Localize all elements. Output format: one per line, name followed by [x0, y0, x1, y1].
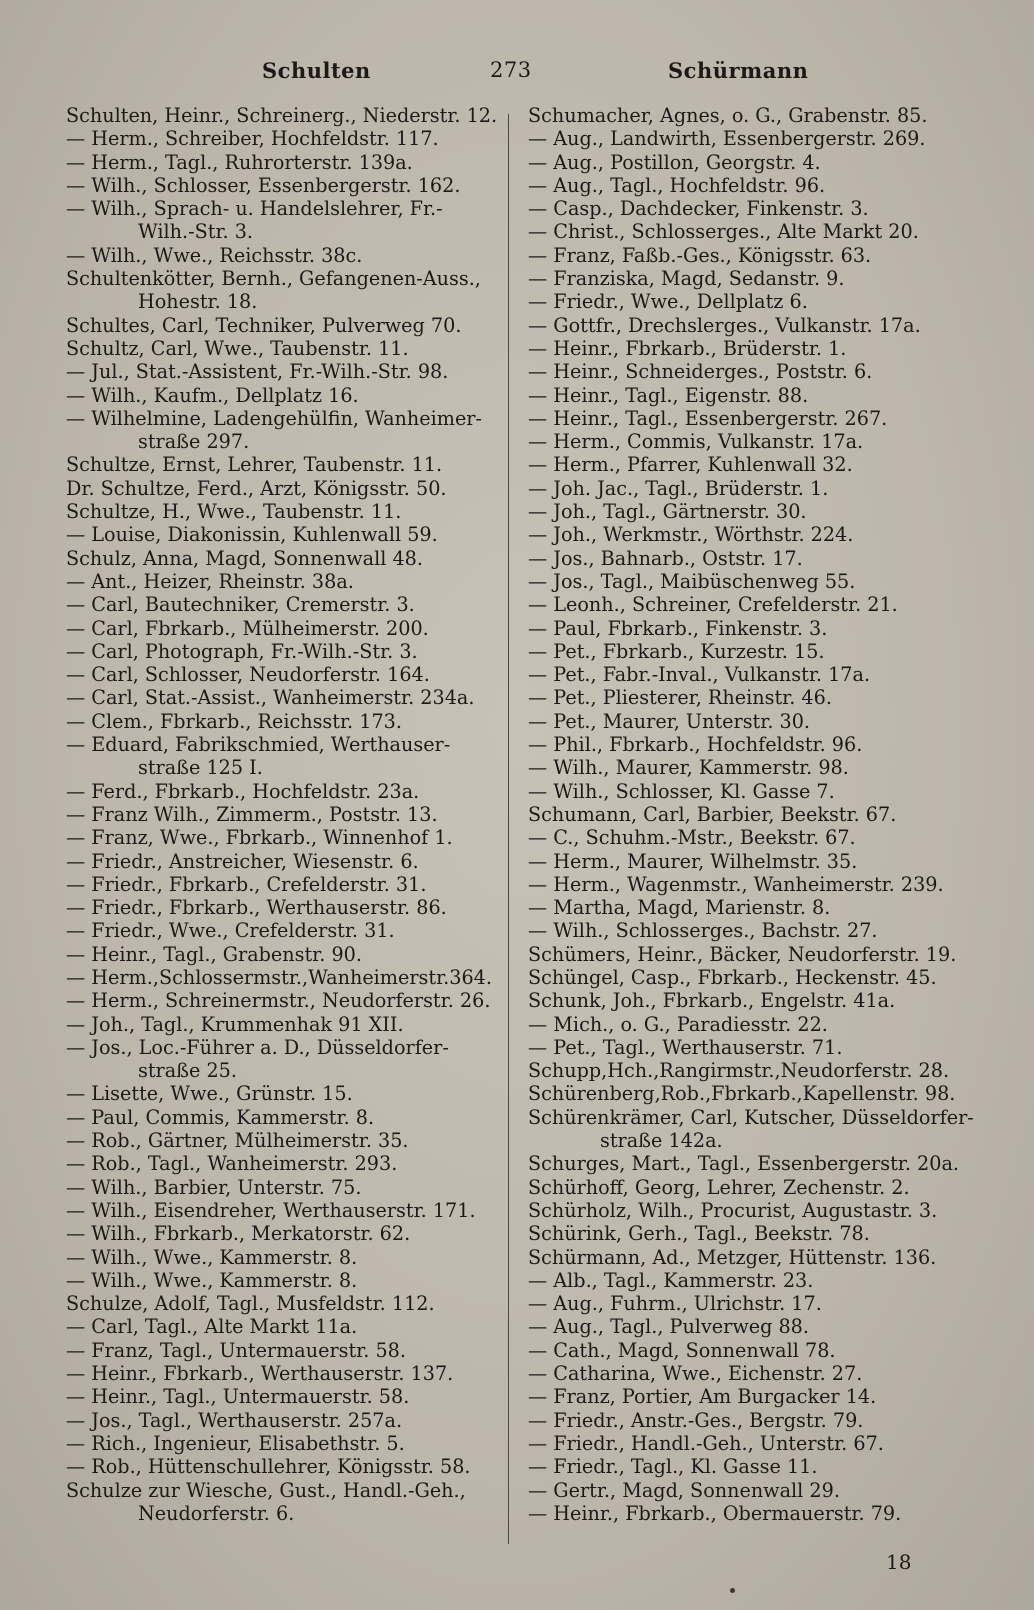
entry-text: — Gottfr., Drechslerges., Vulkanstr. 17a. [528, 313, 921, 337]
directory-entry [528, 803, 974, 826]
directory-entry [66, 896, 500, 919]
entry-continuation: Wilh.-Str. 3. [138, 220, 254, 244]
directory-entry [528, 1222, 974, 1245]
directory-entry [528, 617, 974, 640]
entry-text: Schultze, Ernst, Lehrer, Taubenstr. 11. [66, 453, 443, 477]
entry-text: Schultz, Carl, Wwe., Taubenstr. 11. [66, 336, 409, 360]
directory-entry [528, 500, 974, 523]
directory-entry [66, 617, 500, 640]
entry-text: — Pet., Tagl., Werthauserstr. 71. [528, 1035, 843, 1059]
entry-text: — Friedr., Anstreicher, Wiesenstr. 6. [66, 849, 419, 873]
entry-text: — Heinr., Tagl., Eigenstr. 88. [528, 383, 809, 407]
entry-text: — Carl, Fbrkarb., Mülheimerstr. 200. [66, 616, 429, 640]
entry-text: — Cath., Magd, Sonnenwall 78. [528, 1338, 836, 1362]
directory-entry [66, 1013, 500, 1036]
directory-entry [66, 453, 500, 476]
directory-entry [528, 337, 974, 360]
directory-entry [528, 477, 974, 500]
directory-entry [66, 547, 500, 570]
entry-text: — Franz, Tagl., Untermauerstr. 58. [66, 1338, 406, 1362]
directory-entry [66, 1176, 500, 1199]
entry-text: Schulz, Anna, Magd, Sonnenwall 48. [66, 546, 423, 570]
directory-entry [528, 174, 974, 197]
directory-entry [528, 1432, 974, 1455]
entry-text: — Joh., Werkmstr., Wörthstr. 224. [528, 523, 854, 547]
entry-text: — Wilh., Maurer, Kammerstr. 98. [528, 756, 849, 780]
entry-text: Schürhoff, Georg, Lehrer, Zechenstr. 2. [528, 1175, 910, 1199]
directory-entry [66, 710, 500, 733]
entry-text: — Wilh., Fbrkarb., Merkatorstr. 62. [66, 1222, 411, 1246]
entry-text: — Rob., Hüttenschullehrer, Königsstr. 58. [66, 1455, 471, 1479]
entry-text: — Franz, Wwe., Fbrkarb., Winnenhof 1. [66, 826, 453, 850]
entry-text: — Clem., Fbrkarb., Reichsstr. 173. [66, 709, 402, 733]
directory-entry [66, 197, 500, 244]
directory-entry [528, 430, 974, 453]
entry-text: — Wilh., Wwe., Kammerstr. 8. [66, 1245, 358, 1269]
directory-entry [66, 1479, 500, 1526]
directory-entry [66, 1432, 500, 1455]
directory-entry [528, 1339, 974, 1362]
entry-text: — Wilh., Schlosser, Essenbergerstr. 162. [66, 173, 461, 197]
entry-text: — Heinr., Fbrkarb., Obermauerstr. 79. [528, 1501, 902, 1525]
directory-entry [66, 850, 500, 873]
entry-text: — Pet., Fabr.-Inval., Vulkanstr. 17a. [528, 663, 871, 687]
directory-entry [528, 1152, 974, 1175]
directory-entry [66, 1082, 500, 1105]
entry-text: — Franz, Faßb.-Ges., Königsstr. 63. [528, 243, 872, 267]
entry-text: — Franz Wilh., Zimmerm., Poststr. 13. [66, 802, 438, 826]
directory-entry [66, 1199, 500, 1222]
entry-text: Schurges, Mart., Tagl., Essenbergerstr. 20a. [528, 1152, 959, 1176]
entry-text: — Aug., Tagl., Hochfeldstr. 96. [528, 173, 826, 197]
directory-entry [528, 919, 974, 942]
directory-entry [66, 1362, 500, 1385]
entry-text: — Jul., Stat.-Assistent, Fr.-Wilh.-Str. 98. [66, 360, 449, 384]
directory-entry [528, 453, 974, 476]
entry-continuation: straße 25. [138, 1059, 237, 1083]
entry-text: — Herm.,Schlossermstr.,Wanheimerstr.364. [66, 965, 492, 989]
entry-text: — Christ., Schlosserges., Alte Markt 20. [528, 220, 919, 244]
entry-text: — Catharina, Wwe., Eichenstr. 27. [528, 1362, 863, 1386]
entry-text: — Martha, Magd, Marienstr. 8. [528, 896, 831, 920]
entry-text: Schürink, Gerh., Tagl., Beekstr. 78. [528, 1222, 870, 1246]
entry-text: — Aug., Postillon, Georgstr. 4. [528, 150, 821, 174]
entry-text: — Herm., Commis, Vulkanstr. 17a. [528, 430, 864, 454]
directory-entry [528, 1013, 974, 1036]
entry-text: — Franz, Portier, Am Burgacker 14. [528, 1385, 877, 1409]
entry-text: — Ant., Heizer, Rheinstr. 38a. [66, 569, 354, 593]
directory-entry [66, 384, 500, 407]
directory-entry [528, 244, 974, 267]
directory-entry [528, 1199, 974, 1222]
entry-text: Schürenkrämer, Carl, Kutscher, Düsseldorfer- [528, 1105, 974, 1129]
entry-text: — Herm., Schreiber, Hochfeldstr. 117. [66, 127, 439, 151]
directory-entry [66, 1269, 500, 1292]
entry-text: Schürmann, Ad., Metzger, Hüttenstr. 136. [528, 1245, 937, 1269]
entry-text: Schultenkötter, Bernh., Gefangenen-Auss., [66, 267, 481, 291]
directory-entry [528, 686, 974, 709]
entry-continuation: straße 297. [138, 430, 250, 454]
directory-entry [66, 989, 500, 1012]
entry-text: — Wilh., Schlosserges., Bachstr. 27. [528, 919, 878, 943]
directory-entry [66, 151, 500, 174]
directory-entry [528, 384, 974, 407]
entry-text: — Friedr., Wwe., Dellplatz 6. [528, 290, 808, 314]
directory-entry [66, 826, 500, 849]
entry-text: — Paul, Fbrkarb., Finkenstr. 3. [528, 616, 828, 640]
directory-entry [528, 267, 974, 290]
directory-entry [528, 220, 974, 243]
entry-text: — Herm., Pfarrer, Kuhlenwall 32. [528, 453, 853, 477]
entry-text: — Casp., Dachdecker, Finkenstr. 3. [528, 197, 869, 221]
left-column [66, 104, 500, 1525]
entry-text: — Rob., Gärtner, Mülheimerstr. 35. [66, 1129, 409, 1153]
entry-text: Schüngel, Casp., Fbrkarb., Heckenstr. 45. [528, 965, 937, 989]
entry-text: — Pet., Pliesterer, Rheinstr. 46. [528, 686, 832, 710]
directory-entry [528, 1385, 974, 1408]
entry-text: — Aug., Tagl., Pulverweg 88. [528, 1315, 809, 1339]
entry-text: — Joh., Tagl., Krummenhak 91 XII. [66, 1012, 404, 1036]
directory-entry [528, 966, 974, 989]
entry-text: — Wilh., Wwe., Kammerstr. 8. [66, 1268, 358, 1292]
directory-entry [528, 360, 974, 383]
entry-text: Schürenberg,Rob.,Fbrkarb.,Kapellenstr. 98. [528, 1082, 956, 1106]
entry-text: — Carl, Schlosser, Neudorferstr. 164. [66, 663, 430, 687]
directory-entry [528, 593, 974, 616]
entry-text: Schumann, Carl, Barbier, Beekstr. 67. [528, 802, 897, 826]
signature-mark: 18 [886, 1550, 912, 1574]
directory-entry [528, 407, 974, 430]
directory-entry [66, 1222, 500, 1245]
directory-entry [528, 873, 974, 896]
entry-text: — Aug., Fuhrm., Ulrichstr. 17. [528, 1292, 822, 1316]
entry-text: — Friedr., Wwe., Crefelderstr. 31. [66, 919, 395, 943]
entry-text: — Joh. Jac., Tagl., Brüderstr. 1. [528, 476, 829, 500]
entry-text: — Wilh., Kaufm., Dellplatz 16. [66, 383, 359, 407]
entry-text: — Friedr., Handl.-Geh., Unterstr. 67. [528, 1431, 884, 1455]
directory-entry [66, 1292, 500, 1315]
directory-entry [66, 1409, 500, 1432]
entry-continuation: Neudorferstr. 6. [138, 1501, 295, 1525]
entry-text: — Rob., Tagl., Wanheimerstr. 293. [66, 1152, 398, 1176]
directory-entry [66, 1246, 500, 1269]
directory-entry [528, 943, 974, 966]
directory-entry [66, 477, 500, 500]
entry-text: — Jos., Loc.-Führer a. D., Düsseldorfer- [66, 1035, 449, 1059]
directory-entry [528, 826, 974, 849]
entry-text: — Louise, Diakonissin, Kuhlenwall 59. [66, 523, 438, 547]
column-divider [508, 114, 509, 1544]
directory-entry [528, 1269, 974, 1292]
directory-entry [528, 1479, 974, 1502]
directory-entry [66, 244, 500, 267]
directory-entry [66, 314, 500, 337]
print-dot [730, 1588, 735, 1593]
directory-entry [66, 733, 500, 780]
directory-entry [528, 733, 974, 756]
directory-entry [66, 919, 500, 942]
entry-text: — Leonh., Schreiner, Crefelderstr. 21. [528, 593, 898, 617]
right-column [528, 104, 974, 1525]
entry-text: — C., Schuhm.-Mstr., Beekstr. 67. [528, 826, 856, 850]
directory-entry [528, 1176, 974, 1199]
entry-text: — Wilh., Sprach- u. Handelslehrer, Fr.- [66, 197, 443, 221]
directory-entry [528, 710, 974, 733]
entry-text: — Rich., Ingenieur, Elisabethstr. 5. [66, 1431, 405, 1455]
directory-entry [66, 523, 500, 546]
entry-text: — Herm., Wagenmstr., Wanheimerstr. 239. [528, 872, 944, 896]
directory-entry [66, 943, 500, 966]
directory-entry [66, 104, 500, 127]
entry-text: Schümers, Heinr., Bäcker, Neudorferstr. 19. [528, 942, 957, 966]
entry-text: — Pet., Fbrkarb., Kurzestr. 15. [528, 639, 825, 663]
entry-text: — Joh., Tagl., Gärtnerstr. 30. [528, 500, 807, 524]
directory-entry [528, 896, 974, 919]
entry-text: — Jos., Bahnarb., Oststr. 17. [528, 546, 803, 570]
entry-text: Schultes, Carl, Techniker, Pulverweg 70. [66, 313, 462, 337]
directory-entry [528, 663, 974, 686]
directory-entry [528, 1246, 974, 1269]
directory-entry [528, 756, 974, 779]
directory-entry [528, 1106, 974, 1153]
entry-text: — Friedr., Fbrkarb., Crefelderstr. 31. [66, 872, 427, 896]
entry-text: — Heinr., Schneiderges., Poststr. 6. [528, 360, 873, 384]
entry-text: — Jos., Tagl., Maibüschenweg 55. [528, 569, 856, 593]
entry-text: — Heinr., Fbrkarb., Brüderstr. 1. [528, 336, 847, 360]
entry-text: — Aug., Landwirth, Essenbergerstr. 269. [528, 127, 926, 151]
entry-text: — Wilh., Schlosser, Kl. Gasse 7. [528, 779, 835, 803]
directory-entry [528, 1362, 974, 1385]
entry-text: — Carl, Tagl., Alte Markt 11a. [66, 1315, 358, 1339]
directory-entry [66, 1455, 500, 1478]
directory-entry [528, 1082, 974, 1105]
directory-entry [66, 127, 500, 150]
entry-text: — Friedr., Anstr.-Ges., Bergstr. 79. [528, 1408, 864, 1432]
directory-entry [66, 407, 500, 454]
directory-entry [528, 780, 974, 803]
directory-entry [528, 523, 974, 546]
entry-text: — Alb., Tagl., Kammerstr. 23. [528, 1268, 814, 1292]
directory-entry [528, 1059, 974, 1082]
running-head-left: Schulten [262, 58, 371, 83]
entry-continuation: straße 142a. [600, 1129, 723, 1153]
directory-entry [528, 127, 974, 150]
directory-entry [66, 500, 500, 523]
directory-entry [528, 570, 974, 593]
directory-entry [528, 1502, 974, 1525]
entry-text: — Heinr., Fbrkarb., Werthauserstr. 137. [66, 1362, 454, 1386]
entry-text: Schumacher, Agnes, o. G., Grabenstr. 85. [528, 104, 928, 127]
entry-text: — Lisette, Wwe., Grünstr. 15. [66, 1082, 353, 1106]
directory-entry [528, 640, 974, 663]
running-head-right: Schürmann [668, 58, 809, 83]
directory-entry [66, 780, 500, 803]
entry-text: — Heinr., Tagl., Essenbergerstr. 267. [528, 406, 888, 430]
directory-entry [66, 174, 500, 197]
entry-text: — Friedr., Fbrkarb., Werthauserstr. 86. [66, 896, 447, 920]
page-number: 273 [490, 58, 532, 82]
entry-text: — Carl, Stat.-Assist., Wanheimerstr. 234a. [66, 686, 475, 710]
entry-text: — Ferd., Fbrkarb., Hochfeldstr. 23a. [66, 779, 420, 803]
directory-entry [66, 593, 500, 616]
directory-entry [66, 360, 500, 383]
directory-entry [528, 104, 974, 127]
entry-text: — Wilh., Wwe., Reichsstr. 38c. [66, 243, 363, 267]
entry-text: Schultze, H., Wwe., Taubenstr. 11. [66, 500, 402, 524]
entry-continuation: Hohestr. 18. [138, 290, 258, 314]
directory-entry [66, 640, 500, 663]
entry-text: — Gertr., Magd, Sonnenwall 29. [528, 1478, 840, 1502]
entry-text: Schulten, Heinr., Schreinerg., Niederstr. 12. [66, 104, 498, 127]
entry-text: — Phil., Fbrkarb., Hochfeldstr. 96. [528, 733, 863, 757]
directory-entry [528, 547, 974, 570]
entry-text: — Jos., Tagl., Werthauserstr. 257a. [66, 1408, 403, 1432]
directory-entry [66, 570, 500, 593]
directory-entry [528, 197, 974, 220]
entry-text: Schulze, Adolf, Tagl., Musfeldstr. 112. [66, 1292, 435, 1316]
directory-entry [528, 290, 974, 313]
directory-entry [528, 314, 974, 337]
directory-entry [66, 803, 500, 826]
entry-text: — Heinr., Tagl., Untermauerstr. 58. [66, 1385, 410, 1409]
entry-text: Schürholz, Wilh., Procurist, Augustastr. 3. [528, 1198, 938, 1222]
directory-entry [66, 1339, 500, 1362]
directory-entry [66, 267, 500, 314]
entry-text: — Friedr., Tagl., Kl. Gasse 11. [528, 1455, 818, 1479]
directory-entry [528, 1315, 974, 1338]
entry-text: — Eduard, Fabrikschmied, Werthauser- [66, 733, 451, 757]
entry-text: — Herm., Maurer, Wilhelmstr. 35. [528, 849, 858, 873]
entry-text: — Carl, Photograph, Fr.-Wilh.-Str. 3. [66, 639, 418, 663]
entry-text: — Heinr., Tagl., Grabenstr. 90. [66, 942, 362, 966]
directory-entry [528, 989, 974, 1012]
directory-entry [528, 151, 974, 174]
directory-entry [66, 1315, 500, 1338]
entry-text: — Wilhelmine, Ladengehülfin, Wanheimer- [66, 406, 482, 430]
directory-entry [528, 1455, 974, 1478]
directory-entry [66, 686, 500, 709]
entry-text: — Mich., o. G., Paradiesstr. 22. [528, 1012, 828, 1036]
directory-entry [528, 1292, 974, 1315]
entry-text: — Franziska, Magd, Sedanstr. 9. [528, 267, 845, 291]
directory-entry [528, 1409, 974, 1432]
directory-entry [66, 1129, 500, 1152]
directory-entry [66, 1152, 500, 1175]
entry-text: — Wilh., Eisendreher, Werthauserstr. 171. [66, 1198, 476, 1222]
entry-text: — Herm., Schreinermstr., Neudorferstr. 26. [66, 989, 491, 1013]
entry-text: — Paul, Commis, Kammerstr. 8. [66, 1105, 375, 1129]
directory-entry [66, 663, 500, 686]
entry-text: Schupp,Hch.,Rangirmstr.,Neudorferstr. 28. [528, 1059, 950, 1083]
entry-text: — Pet., Maurer, Unterstr. 30. [528, 709, 811, 733]
directory-entry [66, 966, 500, 989]
directory-entry [528, 1036, 974, 1059]
directory-entry [528, 850, 974, 873]
entry-text: Schunk, Joh., Fbrkarb., Engelstr. 41a. [528, 989, 896, 1013]
entry-text: Dr. Schultze, Ferd., Arzt, Königsstr. 50. [66, 476, 447, 500]
entry-text: — Wilh., Barbier, Unterstr. 75. [66, 1175, 362, 1199]
entry-text: — Herm., Tagl., Ruhrorterstr. 139a. [66, 150, 413, 174]
directory-entry [66, 1106, 500, 1129]
entry-continuation: straße 125 I. [138, 756, 263, 780]
directory-entry [66, 1036, 500, 1083]
directory-entry [66, 1385, 500, 1408]
directory-entry [66, 873, 500, 896]
entry-text: — Carl, Bautechniker, Cremerstr. 3. [66, 593, 415, 617]
entry-text: Schulze zur Wiesche, Gust., Handl.-Geh., [66, 1478, 466, 1502]
directory-entry [66, 337, 500, 360]
